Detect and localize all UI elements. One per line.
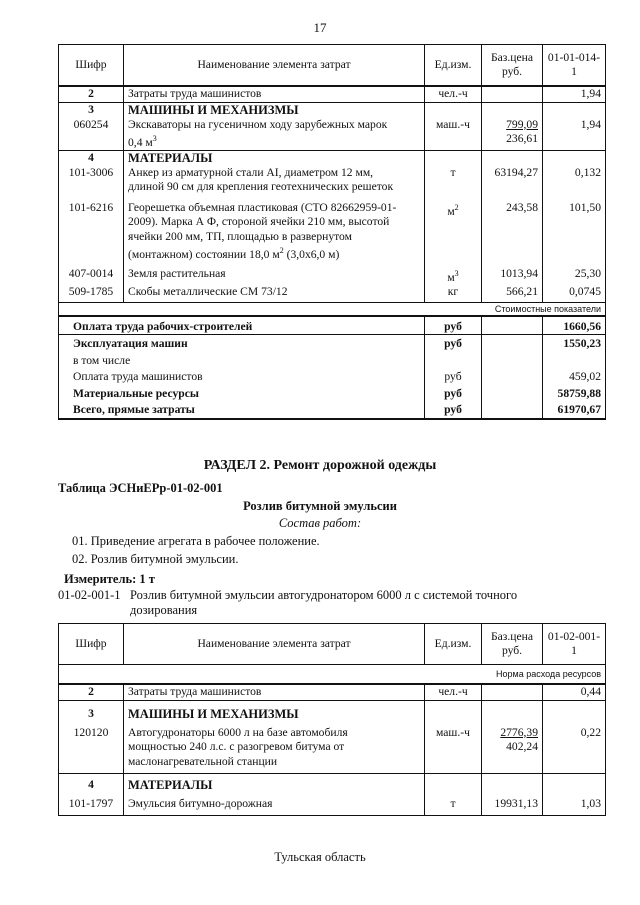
- table-row: Эксплуатация машин руб 1550,23: [59, 335, 606, 352]
- norm-code: 01-02-001-1: [58, 588, 121, 602]
- table-row: Оплата труда машинистов руб 459,02: [59, 368, 606, 385]
- table-subtitle: Розлив битумной эмульсии: [243, 499, 397, 513]
- col-norm-header: 01-01-014-1: [543, 45, 606, 87]
- col-name-header: Наименование элемента затрат: [124, 45, 425, 87]
- work-item: 02. Розлив битумной эмульсии.: [72, 552, 239, 566]
- table-row: 3 МАШИНЫ И МЕХАНИЗМЫ: [59, 701, 606, 722]
- resource-table-1: [58, 44, 606, 420]
- table-row: 3 МАШИНЫ И МЕХАНИЗМЫ: [59, 103, 606, 118]
- measure: Измеритель: 1 т: [64, 572, 155, 586]
- table-row: Оплата труда рабочих-строителей руб 1660,56: [59, 316, 606, 335]
- table-header-row: [59, 45, 606, 87]
- norm-caption-row: Норма расхода ресурсов: [59, 665, 606, 685]
- col-code-header: Шифр: [59, 624, 124, 665]
- works-title: Состав работ:: [278, 516, 362, 530]
- table-row: 4 МАТЕРИАЛЫ: [59, 774, 606, 793]
- table-label: Таблица ЭСНиЕРр-01-02-001: [58, 481, 223, 495]
- col-norm-header: 01-02-001-1: [543, 624, 606, 665]
- col-unit-header: Ед.изм.: [425, 624, 482, 665]
- table-header-row: [59, 624, 606, 665]
- col-price-header: Баз.цена руб.: [482, 45, 543, 87]
- table-row: 101-6216 Георешетка объемная пластиковая (СТО 82662959-01- 2009). Марка А Ф, стороной ячейки 210 мм, высотой ячейки 200 мм, ТП, площадью в развернутом (монтажном) состоянии 18,0 $м^2$ (3,0х6,0 м) $м^2$ 243,58 101,50: [59, 195, 606, 263]
- table-row: 509-1785 Скобы металлические СМ 73/12 кг 566,21 0,0745: [59, 285, 606, 302]
- table-row: 2 Затраты труда машинистов чел.-ч 0,44: [59, 684, 606, 701]
- col-unit-header: Ед.изм.: [425, 45, 482, 87]
- section-title: РАЗДЕЛ 2. Ремонт дорожной одежды: [203, 458, 437, 473]
- table-row: Материальные ресурсы руб 58759,88: [59, 385, 606, 402]
- table-row: 2 Затраты труда машинистов чел.-ч 1,94: [59, 86, 606, 103]
- cost-caption-row: Стоимостные показатели: [59, 302, 606, 316]
- table-row: Всего, прямые затраты руб 61970,67: [59, 401, 606, 419]
- table-row: 101-1797 Эмульсия битумно-дорожная т 19931,13 1,03: [59, 793, 606, 816]
- col-code-header: Шифр: [59, 45, 124, 87]
- table-row: 101-3006 Анкер из арматурной стали AI, диаметром 12 мм, длиной 90 см для крепления геотехнических решеток т 63194,27 0,132: [59, 166, 606, 195]
- page-number: 17: [313, 20, 327, 35]
- footer-region: Тульская область: [274, 850, 366, 864]
- table-row: 407-0014 Земля растительная $м^3$ 1013,94 25,30: [59, 263, 606, 285]
- norm-description: Розлив битумной эмульсии автогудронатором 6000 л с системой точного дозирования: [130, 588, 518, 617]
- table-row: 060254 Экскаваторы на гусеничном ходу зарубежных марок 0,4 $м^3$ маш.-ч 799,09 236,61 1,94: [59, 118, 606, 151]
- table-row: 120120 Автогудронаторы 6000 л на базе автомобиля мощностью 240 л.с. с разогревом битума от маслонагревательной станции маш.-ч 2776,39 402,24 0,22: [59, 722, 606, 774]
- table-row: 4 МАТЕРИАЛЫ: [59, 151, 606, 166]
- work-item: 01. Приведение агрегата в рабочее положение.: [72, 534, 320, 548]
- resource-table-2: [58, 623, 606, 816]
- col-name-header: Наименование элемента затрат: [124, 624, 425, 665]
- col-price-header: Баз.цена руб.: [482, 624, 543, 665]
- table-row: в том числе: [59, 352, 606, 369]
